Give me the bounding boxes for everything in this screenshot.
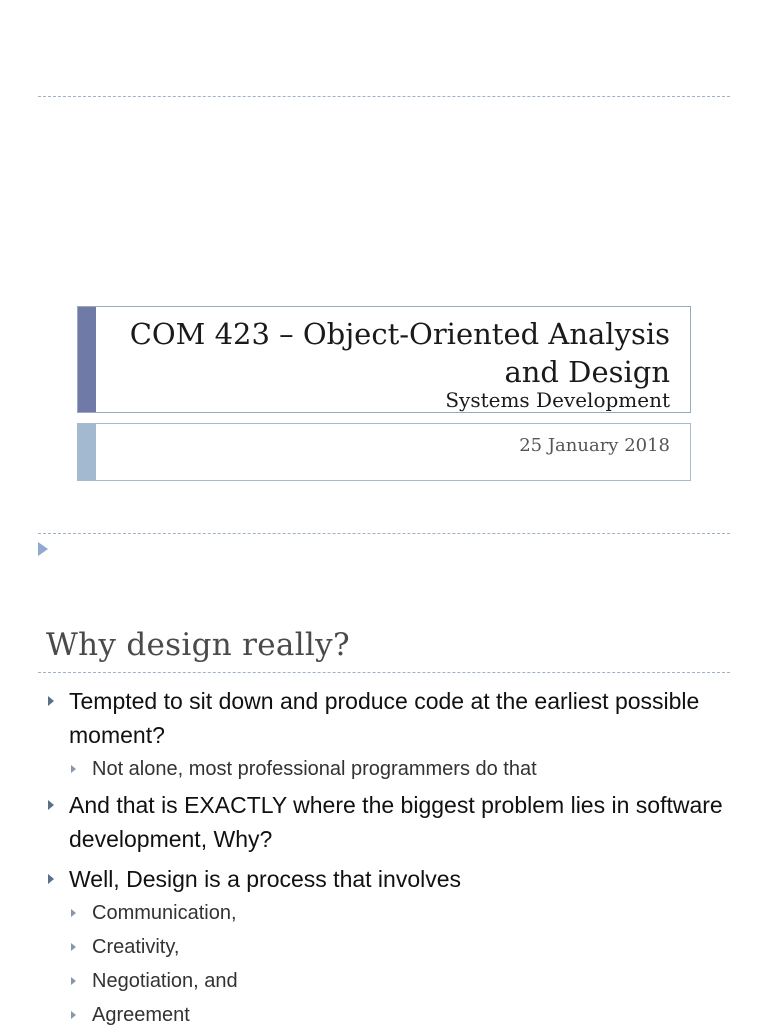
sub-list-item [46, 966, 736, 996]
slide-divider [38, 533, 730, 534]
sub-list-item [46, 898, 736, 928]
heading-divider [38, 672, 730, 673]
slide-top-divider [38, 96, 730, 97]
bullet-list [46, 684, 736, 1034]
bullet-arrow-icon [48, 874, 54, 884]
slide-subtitle: Systems Development [445, 388, 670, 412]
list-item [46, 862, 736, 896]
sub-list-item-text: Communication, [92, 902, 237, 924]
list-item [46, 684, 736, 752]
slide-marker-icon [38, 542, 48, 561]
title-accent-bar [78, 307, 96, 412]
sub-list-item [46, 754, 736, 784]
list-item [46, 788, 736, 856]
date-box [77, 423, 691, 481]
list-item-text: Well, Design is a process that involves [69, 866, 462, 892]
sub-bullet-arrow-icon [71, 1011, 76, 1019]
sub-list-item-text: Creativity, [92, 936, 180, 958]
list-item-text: And that is EXACTLY where the biggest problem lies in software development, Why? [69, 792, 723, 852]
bullet-arrow-icon [48, 800, 54, 810]
sub-list-item [46, 932, 736, 962]
sub-list-item-text: Not alone, most professional programmers do that [92, 758, 537, 780]
sub-list-item-text: Negotiation, and [92, 970, 238, 992]
slide-title: COM 423 – Object-Oriented Analysis and Design [129, 317, 670, 389]
sub-list-item-text: Agreement [92, 1004, 190, 1026]
bullet-arrow-icon [48, 696, 54, 706]
sub-bullet-arrow-icon [71, 765, 76, 773]
sub-list-item [46, 1000, 736, 1030]
slide-date: 25 January 2018 [519, 435, 670, 456]
sub-bullet-arrow-icon [71, 977, 76, 985]
title-box [77, 306, 691, 413]
slide-heading: Why design really? [46, 627, 350, 663]
list-item-text: Tempted to sit down and produce code at the earliest possible moment? [69, 688, 700, 748]
date-accent-bar [78, 424, 96, 480]
sub-bullet-arrow-icon [71, 943, 76, 951]
sub-bullet-arrow-icon [71, 909, 76, 917]
